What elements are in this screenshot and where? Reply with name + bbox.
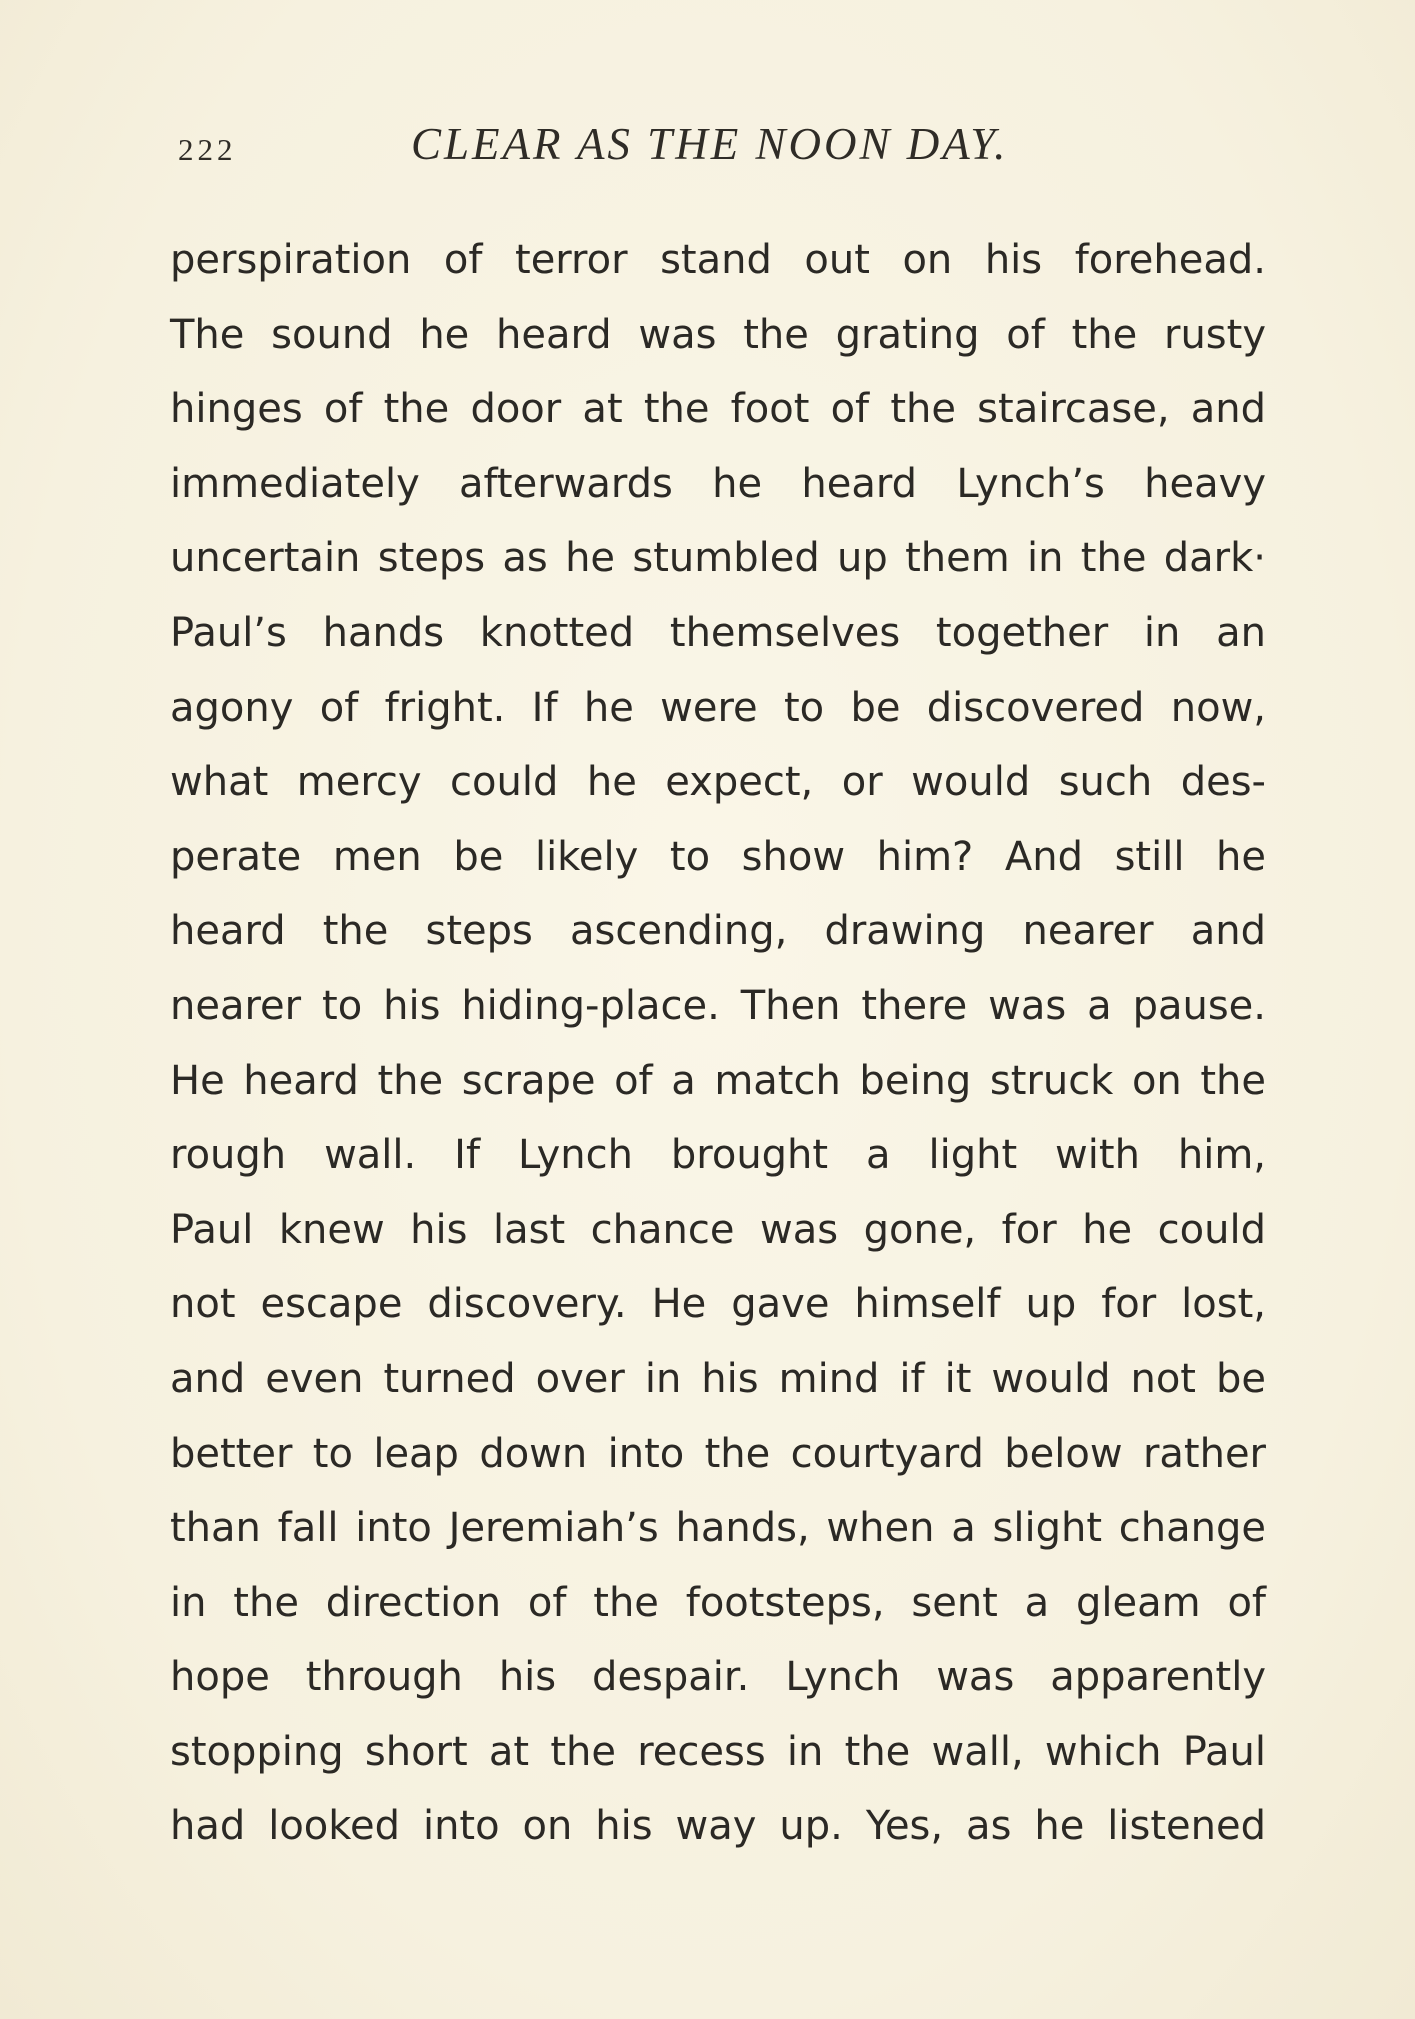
text-line: hope through his despair. Lynch was apparently	[170, 1654, 1266, 1701]
text-line: He heard the scrape of a match being struck on the	[170, 1057, 1266, 1104]
text-line: Paul knew his last chance was gone, for he could	[170, 1206, 1266, 1253]
text-line: nearer to his hiding-place. Then there was a pause.	[170, 982, 1266, 1029]
page-number: 222	[178, 132, 237, 167]
text-line: and even turned over in his mind if it would not be	[170, 1355, 1266, 1402]
text-line: The sound he heard was the grating of the rusty	[170, 311, 1266, 358]
running-title: CLEAR AS THE NOON DAY.	[411, 119, 1009, 169]
text-line: not escape discovery. He gave himself up for lost,	[170, 1281, 1266, 1328]
body-text	[170, 223, 1266, 1864]
text-line: had looked into on his way up. Yes, as he listened	[170, 1803, 1266, 1850]
text-line: perate men be likely to show him? And still he	[170, 833, 1266, 880]
text-line: agony of fright. If he were to be discovered now,	[170, 684, 1266, 731]
text-line: uncertain steps as he stumbled up them in the dark·	[170, 535, 1266, 582]
text-line: immediately afterwards he heard Lynch’s heavy	[170, 460, 1266, 507]
text-line: than fall into Jeremiah’s hands, when a slight change	[170, 1505, 1266, 1552]
text-line: hinges of the door at the foot of the staircase, and	[170, 386, 1266, 433]
text-line: Paul’s hands knotted themselves together in an	[170, 609, 1266, 656]
text-line: rough wall. If Lynch brought a light with him,	[170, 1132, 1266, 1179]
text-line: better to leap down into the courtyard below rather	[170, 1430, 1266, 1477]
text-line: heard the steps ascending, drawing nearer and	[170, 908, 1266, 955]
text-line: stopping short at the recess in the wall, which Paul	[170, 1728, 1266, 1775]
text-line: in the direction of the footsteps, sent a gleam of	[170, 1579, 1266, 1626]
text-line: what mercy could he expect, or would such des-	[170, 759, 1266, 806]
text-line: perspiration of terror stand out on his forehead.	[170, 237, 1266, 283]
running-head	[168, 118, 1268, 178]
